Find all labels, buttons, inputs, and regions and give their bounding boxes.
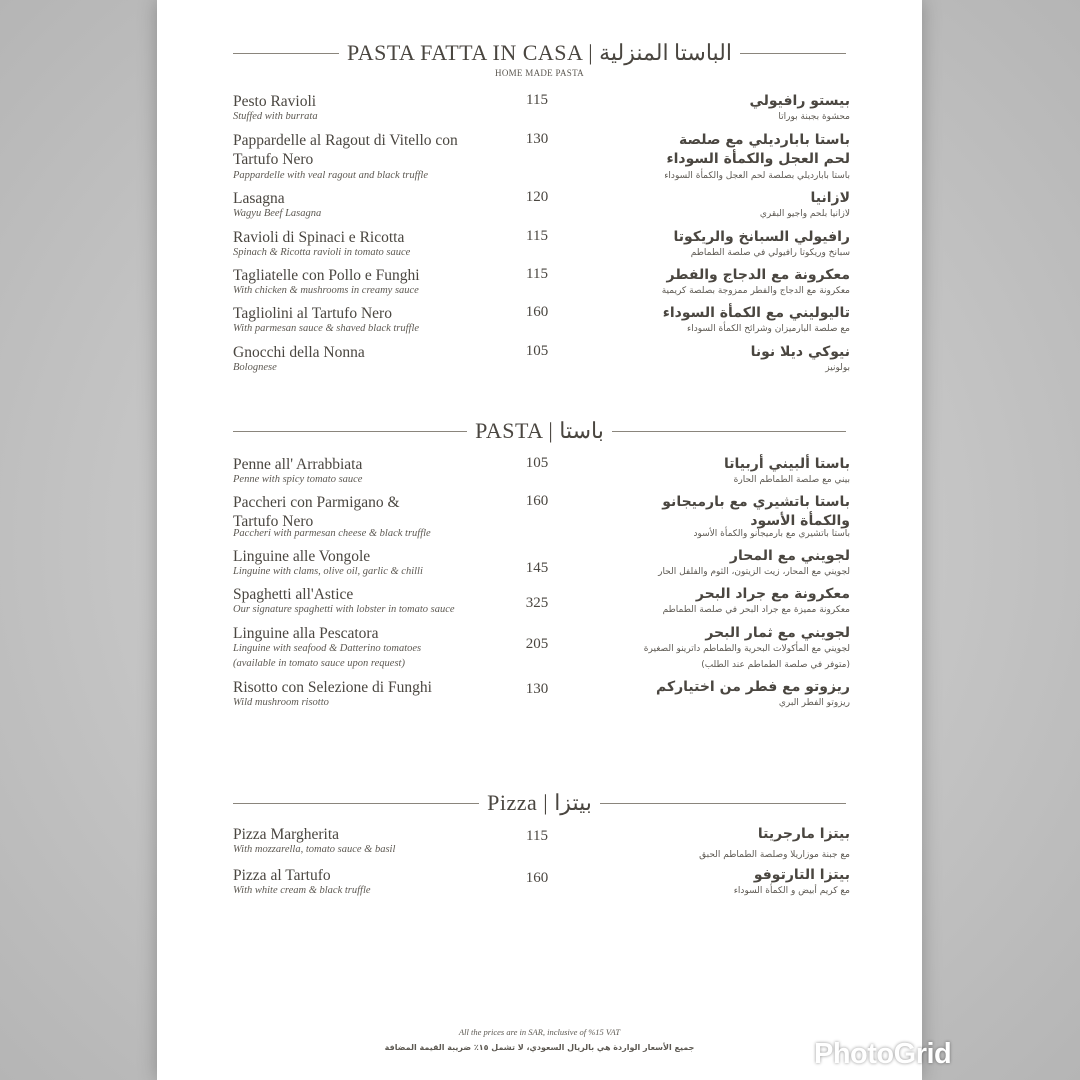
- item-name: Lasagna: [233, 190, 285, 207]
- section-title: PASTA FATTA IN CASA | الباستا المنزلية: [339, 40, 740, 66]
- item-name-arabic: باستا باباردیلي مع صلصة لحم العجل والكمأة السوداء: [666, 132, 850, 167]
- item-description: Linguine with seafood & Datterino tomatoes: [233, 643, 422, 654]
- item-name-arabic: بيستو رافيولي: [749, 93, 850, 109]
- item-name: Pizza Margherita: [233, 826, 340, 843]
- item-description-arabic: سبانخ وريكوتا رافيولي في صلصة الطماطم: [690, 248, 850, 258]
- item-description-arabic: مع صلصة البارميزان وشرائح الكمأة السوداء: [686, 324, 850, 334]
- item-price: 325: [525, 595, 549, 611]
- item-description-arabic: باستا باباردیلي بصلصة لحم العجل والكمأة السوداء: [664, 171, 850, 181]
- item-description-arabic: بيني مع صلصة الطماطم الحارة: [733, 475, 850, 485]
- item-price: 120: [525, 189, 549, 205]
- item-name: Spaghetti all'Astice: [233, 586, 354, 603]
- photogrid-logo-icon: [778, 1041, 808, 1067]
- item-description-arabic: مع جبنة موزاريلا وصلصة الطماطم الحبق: [699, 850, 850, 860]
- item-price: 115: [526, 228, 548, 244]
- item-price: 115: [526, 92, 548, 108]
- item-description: Wild mushroom risotto: [233, 697, 329, 708]
- item-description-arabic: لازانيا بلحم واجيو البقري: [759, 209, 850, 219]
- item-description: Spinach & Ricotta ravioli in tomato sauce: [233, 247, 411, 258]
- menu-page: [157, 0, 922, 1080]
- item-description: Wagyu Beef Lasagna: [233, 208, 322, 219]
- item-description: With chicken & mushrooms in creamy sauce: [233, 285, 419, 296]
- item-description: Linguine with clams, olive oil, garlic & chilli: [233, 566, 423, 577]
- item-description: Paccheri with parmesan cheese & black truffle: [233, 528, 431, 539]
- item-description: Penne with spicy tomato sauce: [233, 474, 363, 485]
- item-name: Paccheri con Parmigano & Tartufo Nero: [233, 494, 400, 530]
- watermark-text: PhotoGrid: [814, 1037, 952, 1070]
- item-name-arabic: بيتزا التارتوفو: [753, 867, 850, 883]
- item-description: With white cream & black truffle: [233, 885, 371, 896]
- item-description-arabic: لجويني مع المحار، زيت الزيتون، الثوم والفلفل الحار: [658, 567, 850, 577]
- item-description: Stuffed with burrata: [233, 111, 318, 122]
- item-name: Penne all' Arrabbiata: [233, 456, 363, 473]
- item-name-arabic: معكرونة مع جراد البحر: [695, 586, 850, 602]
- item-description-arabic: بولونيز: [825, 363, 850, 373]
- item-price: 160: [525, 304, 549, 320]
- item-name-arabic: باستا ألبيني أربياتا: [724, 456, 850, 472]
- vat-note: All the prices are in SAR, inclusive of %15 VAT: [458, 1027, 621, 1037]
- item-description-arabic: محشوة بجبنة بوراتا: [778, 112, 850, 122]
- section-header-homemade-pasta: [157, 38, 922, 68]
- item-description: With mozzarella, tomato sauce & basil: [233, 844, 396, 855]
- item-name: Pappardelle al Ragout di Vitello con Tartufo Nero: [233, 132, 458, 168]
- item-name-arabic: بيتزا مارجريتا: [757, 826, 850, 842]
- item-description: Pappardelle with veal ragout and black truffle: [233, 170, 428, 181]
- item-name-arabic: تاليوليني مع الكمأة السوداء: [662, 305, 850, 321]
- item-name: Pesto Ravioli: [233, 93, 317, 110]
- item-price: 160: [525, 493, 549, 509]
- section-subtitle: HOME MADE PASTA: [495, 68, 584, 78]
- item-name: Linguine alle Vongole: [233, 548, 371, 565]
- item-description: Bolognese: [233, 362, 277, 373]
- item-description: Our signature spaghetti with lobster in tomato sauce: [233, 604, 455, 615]
- section-title: Pizza | بيتزا: [479, 790, 600, 816]
- item-name: Tagliolini al Tartufo Nero: [233, 305, 392, 322]
- item-description-arabic: باستا باتشيري مع بارميجانو والكمأة الأسود: [693, 529, 850, 539]
- item-description-arabic: معكرونة مميزة مع جراد البحر في صلصة الطماطم: [662, 605, 850, 615]
- item-name-arabic: نيوكي ديلا نونا: [750, 344, 850, 360]
- section-title: PASTA | باستا: [467, 418, 612, 444]
- section-header-pasta: [157, 416, 922, 446]
- item-name-arabic: لجويني مع المحار: [729, 548, 850, 564]
- item-description-note-arabic: (متوفر في صلصة الطماطم عند الطلب): [701, 660, 850, 670]
- item-price: 145: [525, 560, 549, 576]
- vat-note-arabic: جميع الأسعار الواردة هي بالريال السعودي، لا تشمل ١٥٪ ضريبة القيمة المضافة: [384, 1043, 695, 1052]
- item-name: Ravioli di Spinaci e Ricotta: [233, 229, 405, 246]
- item-name-arabic: لازانيا: [810, 190, 850, 206]
- item-price: 205: [525, 636, 549, 652]
- item-name-arabic: ريزوتو مع فطر من اختياركم: [655, 679, 850, 695]
- item-name: Pizza al Tartufo: [233, 867, 331, 884]
- item-price: 130: [525, 681, 549, 697]
- item-price: 160: [525, 870, 549, 886]
- item-description-arabic: معكرونة مع الدجاج والفطر ممزوجة بصلصة كريمية: [661, 286, 850, 296]
- item-description-arabic: مع كريم أبيض و الكمأة السوداء: [733, 886, 850, 896]
- item-description-note: (available in tomato sauce upon request): [233, 658, 405, 669]
- item-description-arabic: ريزوتو الفطر البري: [778, 698, 850, 708]
- item-price: 130: [525, 131, 549, 147]
- section-header-pizza: [157, 788, 922, 818]
- item-name: Linguine alla Pescatora: [233, 625, 379, 642]
- item-price: 105: [525, 455, 549, 471]
- item-name: Risotto con Selezione di Funghi: [233, 679, 432, 696]
- item-name: Gnocchi della Nonna: [233, 344, 365, 361]
- item-name: Tagliatelle con Pollo e Funghi: [233, 267, 420, 284]
- item-description-arabic: لجويني مع المأكولات البحرية والطماطم داترينو الصغيرة: [643, 644, 850, 654]
- item-price: 105: [525, 343, 549, 359]
- item-price: 115: [526, 828, 548, 844]
- item-price: 115: [526, 266, 548, 282]
- item-name-arabic: رافيولي السبانخ والريكوتا: [673, 229, 850, 245]
- item-name-arabic: لجويني مع ثمار البحر: [705, 625, 850, 641]
- item-name-arabic: باستا باتشيري مع بارميجانو والكمأة الأسود: [662, 494, 850, 529]
- item-description: With parmesan sauce & shaved black truffle: [233, 323, 420, 334]
- item-name-arabic: معكرونة مع الدجاج والفطر: [666, 267, 850, 283]
- photogrid-watermark: [778, 1034, 951, 1074]
